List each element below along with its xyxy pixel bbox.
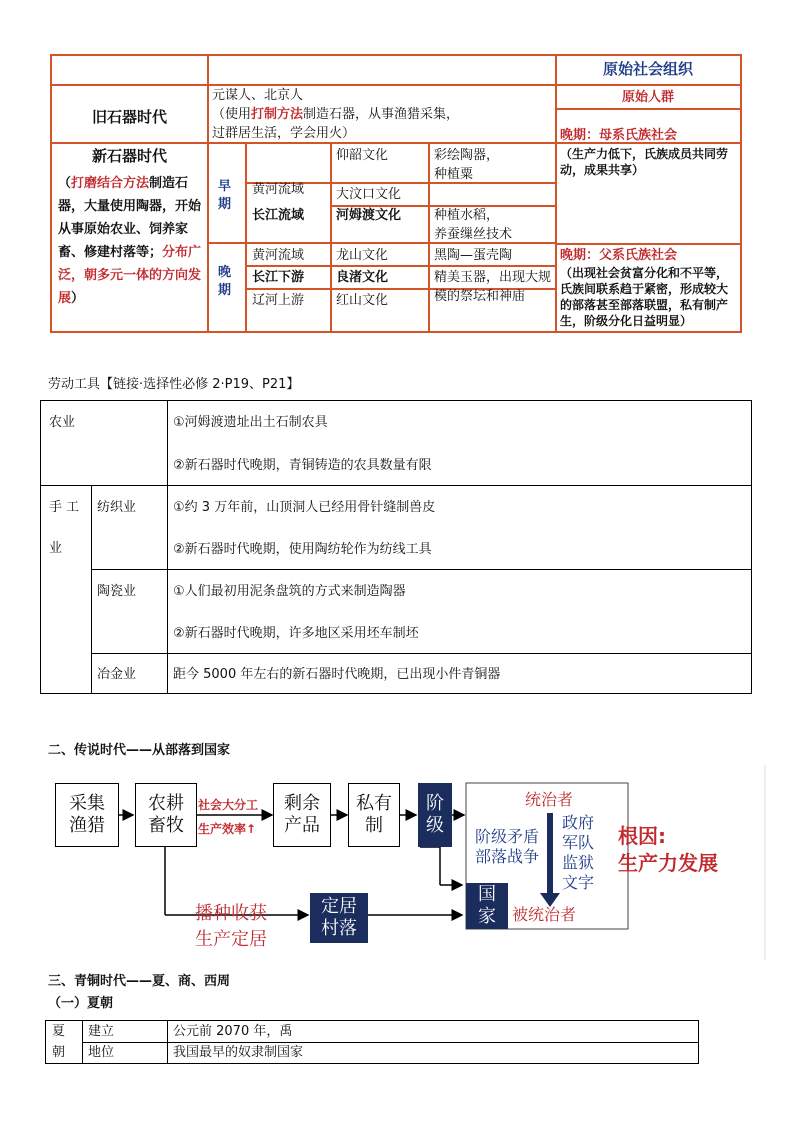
patrilineal-title: 晚期：父系氏族社会 xyxy=(560,248,678,263)
late-period-label: 晚期 xyxy=(218,265,232,298)
agri-label: 农业 xyxy=(49,415,76,430)
feature-longshan: 黑陶—蛋壳陶 xyxy=(434,248,513,263)
ruled-label: 被统治者 xyxy=(512,905,577,924)
pottery-item-1: ①人们最初用泥条盘筑的方式来制造陶器 xyxy=(173,584,406,599)
xia-dynasty-table xyxy=(45,1020,699,1064)
section3-title: 三、青铜时代——夏、商、西周 xyxy=(48,974,231,989)
box-settled-village: 定居 村落 xyxy=(310,893,368,943)
box-farming-herding: 农耕 畜牧 xyxy=(135,783,197,847)
box-surplus: 剩余 产品 xyxy=(273,783,331,847)
xia-subtitle: （一）夏朝 xyxy=(48,996,114,1011)
status-label: 地位 xyxy=(88,1045,115,1060)
root-cause-text: 生产力发展 xyxy=(618,851,718,875)
early-period-label: 早期 xyxy=(218,179,232,212)
matrilineal-desc: （生产力低下，氏族成员共同劳动，成果共享） xyxy=(560,147,729,177)
feature-yangshao: 彩绘陶器， 种植粟 xyxy=(434,148,500,182)
metal-item: 距今 5000 年左右的新石器时代晚期，已出现小件青铜器 xyxy=(173,667,501,682)
craft-label-1: 手 工 xyxy=(49,500,80,515)
metal-label: 冶金业 xyxy=(97,667,137,682)
state-organs-label: 政府 军队 监狱 文字 xyxy=(562,813,595,892)
founding-label: 建立 xyxy=(88,1024,115,1039)
textile-label: 纺织业 xyxy=(97,500,137,515)
culture-longshan: 龙山文化 xyxy=(336,248,389,263)
conflict-label: 阶级矛盾 部落战争 xyxy=(475,827,540,866)
labor-tools-table xyxy=(40,400,752,694)
culture-liangzhu: 良渚文化 xyxy=(336,270,389,285)
dynasty-label-1: 夏 xyxy=(52,1024,66,1039)
tools-title: 劳动工具【链接·选择性必修 2·P19、P21】 xyxy=(48,377,300,392)
region-liao-river: 辽河上游 xyxy=(252,293,305,308)
productivity-label: 生产效率↑ xyxy=(198,822,257,836)
settling-label: 生产定居 xyxy=(195,929,267,950)
box-class: 阶 级 xyxy=(418,783,452,847)
pottery-label: 陶瓷业 xyxy=(97,584,137,599)
primitive-society-table xyxy=(50,54,742,333)
culture-yangshao: 仰韶文化 xyxy=(336,148,389,163)
paleolithic-desc: 元谋人、北京人 （使用打制方法制造石器，从事渔猎采集， 过群居生活，学会用火） xyxy=(212,88,460,141)
culture-dawenkou: 大汶口文化 xyxy=(336,187,402,202)
box-private-ownership: 私有 制 xyxy=(348,783,400,847)
section2-title: 二、传说时代——从部落到国家 xyxy=(48,743,231,758)
agri-item-1: ①河姆渡遗址出土石制农具 xyxy=(173,415,328,430)
sowing-label: 播种收获 xyxy=(195,903,267,924)
box-state: 国 家 xyxy=(466,883,508,929)
paleolithic-label: 旧石器时代 xyxy=(91,108,167,126)
division-of-labor-label: 社会大分工 xyxy=(198,798,259,812)
pottery-item-2: ②新石器时代晚期，许多地区采用坯车制坯 xyxy=(173,626,419,641)
craft-label-2: 业 xyxy=(49,541,63,556)
patrilineal-desc: （出现社会贫富分化和不平等，氏族间联系趋于紧密，形成较大的部落甚至部落联盟，私有制产生，阶级分化日益明显） xyxy=(560,266,729,328)
org-header: 原始社会组织 xyxy=(602,60,693,78)
root-cause-title: 根因: xyxy=(618,824,666,848)
region-yangtze-early: 长江流域 xyxy=(252,208,305,223)
dynasty-label-2: 朝 xyxy=(52,1045,66,1060)
box-gathering-hunting: 采集 渔猎 xyxy=(55,783,119,847)
textile-item-2: ②新石器时代晚期，使用陶纺轮作为纺线工具 xyxy=(173,542,432,557)
founding-value: 公元前 2070 年，禹 xyxy=(173,1024,293,1039)
neolithic-label: 新石器时代 xyxy=(91,147,167,165)
ruler-label: 统治者 xyxy=(525,790,574,809)
feature-liangzhu: 精美玉器，出现大规模的祭坛和神庙 xyxy=(434,270,552,304)
neolithic-desc: （打磨结合方法制造石器，大量使用陶器，开始从事原始农业、饲养家畜、修建村落等；分布广泛，朝多元一体的方向发展） xyxy=(58,176,202,306)
culture-hongshan: 红山文化 xyxy=(336,293,389,308)
status-value: 我国最早的奴隶制国家 xyxy=(173,1045,304,1060)
region-yellow-river-early: 黄河流域 xyxy=(252,182,305,197)
region-yangtze-lower: 长江下游 xyxy=(252,270,305,285)
paleolithic-org: 原始人群 xyxy=(621,90,674,105)
culture-hemudu: 河姆渡文化 xyxy=(336,208,402,223)
agri-item-2: ②新石器时代晚期，青铜铸造的农具数量有限 xyxy=(173,458,432,473)
matrilineal-title: 晚期：母系氏族社会 xyxy=(560,128,678,143)
feature-hemudu: 种植水稻， 养蚕缫丝技术 xyxy=(434,208,513,242)
region-yellow-river-late: 黄河流域 xyxy=(252,248,305,263)
textile-item-1: ①约 3 万年前，山顶洞人已经用骨针缝制兽皮 xyxy=(173,500,436,515)
